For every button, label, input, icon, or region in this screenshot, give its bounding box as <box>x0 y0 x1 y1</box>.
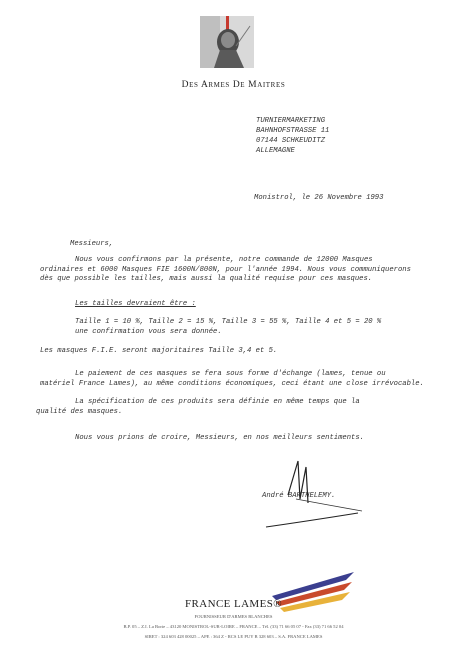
paragraph-line: matériel France Lames), au même conditions économiques, ceci étant une close irrévocable. <box>40 379 424 388</box>
footer-tagline: FOURNISSEUR D'ARMES BLANCHES <box>194 614 273 619</box>
paragraph-line: La spécification de ces produits sera définie en même temps que la <box>75 398 360 406</box>
signatory-name: André BARTHELEMY. <box>262 492 336 500</box>
recipient-line: ALLEMAGNE <box>256 147 295 155</box>
recipient-line: BAHNHOFSTRASSE 11 <box>256 127 330 135</box>
sizes-line: Taille 1 = 10 %, Taille 2 = 15 %, Taille 3 = 55 %, Taille 4 et 5 = 20 % <box>75 318 382 326</box>
fie-line: Les masques F.I.E. seront majoritaires Taille 3,4 et 5. <box>40 347 278 355</box>
recipient-line: 07144 SCHKEUDITZ <box>256 137 326 145</box>
date-line: Monistrol, le 26 Novembre 1993 <box>254 194 384 202</box>
recipient-line: TURNIERMARKETING <box>256 117 326 125</box>
closing-line: Nous vous prions de croire, Messieurs, en nos meilleurs sentiments. <box>75 434 364 442</box>
paragraph-order <box>40 256 411 285</box>
letterhead-title: Des Armes De Maitres <box>181 80 286 90</box>
paragraph-payment <box>40 370 424 389</box>
paragraph-line: qualité des masques. <box>36 407 123 416</box>
recipient-address <box>256 117 329 157</box>
sizes-line: une confirmation vous sera donnée. <box>75 327 222 336</box>
footer-brand: FRANCE LAMES® <box>185 598 282 610</box>
footer-registry: SIRET : 324 603 428 00025 – APE : 364 Z - RCS LE PUY B 328 603 – S.A. FRANCE LAMES <box>144 634 323 639</box>
sizes-block <box>75 318 381 337</box>
paragraph-line: dès que possible les tailles, mais aussi la qualité requise pour ces masques. <box>40 275 373 284</box>
paragraph-line: ordinaires et 6000 Masques FIE 1600N/800N, pour l'année 1994. Nous vous communiquerons <box>40 265 411 274</box>
paragraph-line: Le paiement de ces masques se fera sous forme d'échange (lames, tenue ou <box>75 370 386 378</box>
salutation: Messieurs, <box>70 240 114 248</box>
sizes-heading: Les tailles devraient être : <box>75 300 196 308</box>
paragraph-line: Nous vous confirmons par la présente, notre commande de 12000 Masques <box>75 256 373 264</box>
paragraph-specification <box>36 398 360 417</box>
letterhead-logo <box>200 16 254 68</box>
footer-address: B.P. 05 – Z.I. La Borie – 43120 MONISTROL-SUR-LOIRE – FRANCE – Tél. (33) 71 66 05 07 - Fax (33) 71 66 52 04 <box>123 624 344 629</box>
